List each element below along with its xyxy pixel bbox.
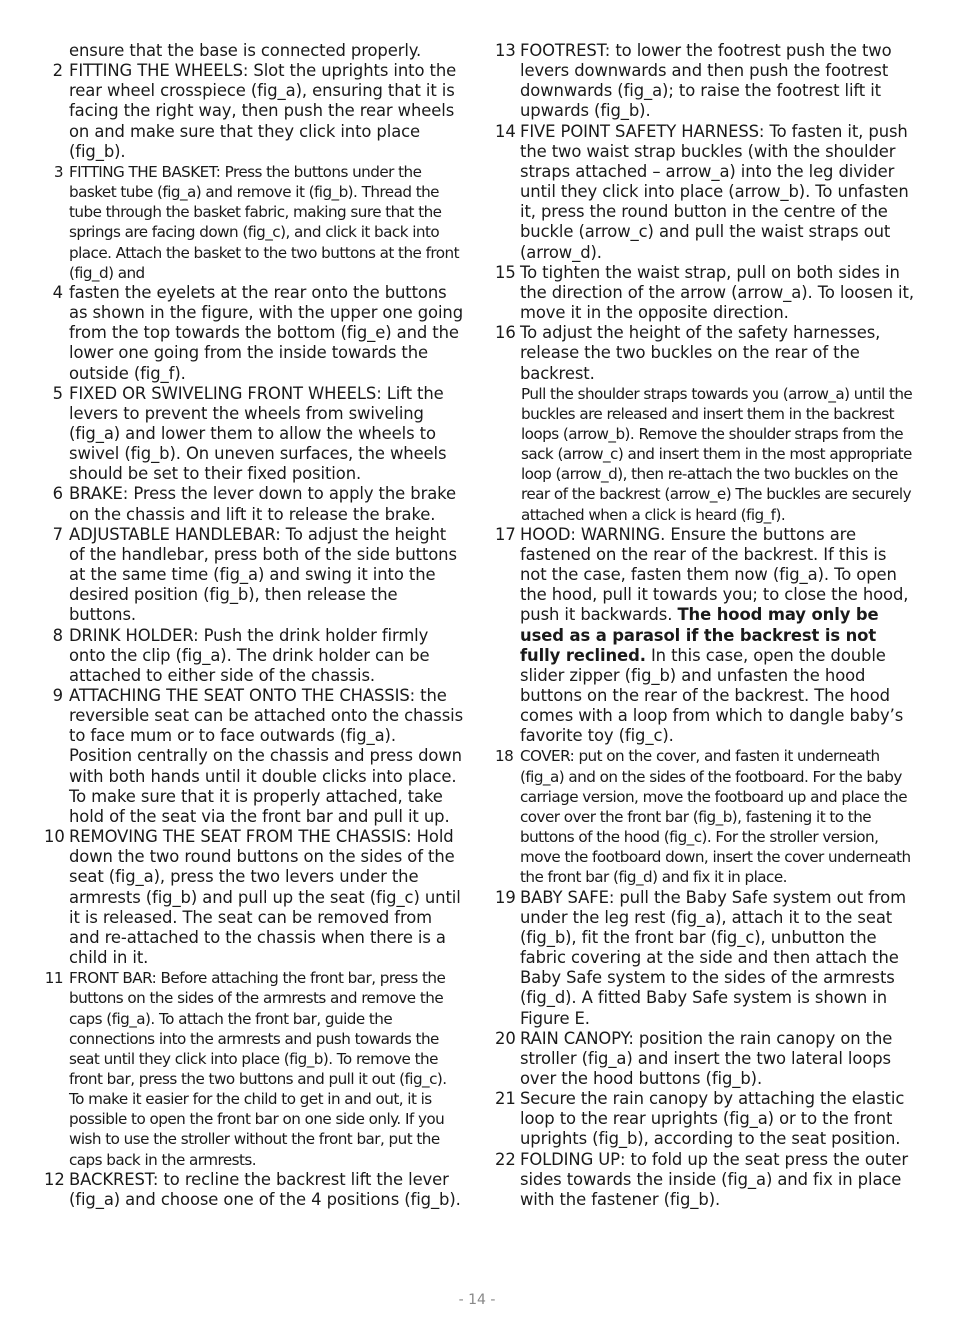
- item-text: fasten the eyelets at the rear onto the buttons as shown in the figure, with the upper one going from the top towards the bottom (fig_e) and the lower one going from the inside towards the outside (fig_f).: [69, 282, 464, 383]
- instruction-13: [495, 41, 915, 122]
- instruction-3: [44, 162, 464, 283]
- instruction-10: [44, 827, 464, 968]
- item-number: 22: [495, 1149, 516, 1169]
- item-text: FRONT BAR: Before attaching the front bar, press the buttons on the sides of the armrests and remove the caps (fig_a). To attach the front bar, guide the connections into the armrests and push towards the seat until they click into place (fig_b). To remove the front bar, press the two buttons and pull it out (fig_c). To make it easier for the child to get in and out, it is possible to open the front bar on one side only. If you wish to use the stroller without the front bar, put the caps back in the armrests.: [69, 969, 447, 1169]
- instruction-21: [495, 1089, 915, 1149]
- item-number: 10: [44, 827, 65, 847]
- instruction-9: [44, 686, 464, 827]
- item-number: 16: [495, 323, 516, 343]
- item-text: Secure the rain canopy by attaching the elastic loop to the rear uprights (fig_a) or to the front uprights (fig_b), according to the seat position.: [520, 1089, 905, 1149]
- instruction-11: [44, 968, 464, 1170]
- item-number: 15: [495, 262, 516, 282]
- instruction-16-continued: [495, 384, 915, 525]
- item-number: 9: [52, 686, 63, 705]
- instruction-1-continued: [44, 41, 464, 61]
- item-number: 12: [44, 1169, 65, 1189]
- page-number: - 14 -: [458, 1292, 496, 1308]
- item-text: ATTACHING THE SEAT ONTO THE CHASSIS: the reversible seat can be attached onto the chassis to face mum or to face outwards (fig_a). Position centrally on the chassis and press down with both hands until it double clicks into place. To make sure that it is properly attached, take hold of the seat via the front bar and pull it up.: [69, 686, 464, 826]
- instruction-18: [495, 746, 915, 887]
- item-text: REMOVING THE SEAT FROM THE CHASSIS: Hold down the two round buttons on the sides of the seat (fig_a), press the two levers under the armrests (fig_b) and pull up the seat (fig_c) until it is released. The seat can be removed from and re-attached to the chassis when there is a child in it.: [69, 827, 461, 968]
- item-text: BABY SAFE: pull the Baby Safe system out from under the leg rest (fig_a), attach it to the seat (fig_b), fit the front bar (fig_c), unbutton the fabric covering at the side and then attach the Baby Safe system to the sides of the armrests (fig_d). A fitted Baby Safe system is shown in Figure E.: [520, 887, 906, 1028]
- instruction-16: [495, 323, 915, 383]
- item-number: 2: [52, 61, 63, 81]
- item-text: FIXED OR SWIVELING FRONT WHEELS: Lift the levers to prevent the wheels from swiveling (fig_a) and lower them to allow the wheels to swivel (fig_b). On uneven surfaces, the wheels should be set to their fixed position.: [69, 383, 447, 484]
- instruction-14: [495, 122, 915, 263]
- item-text-before: HOOD: WARNING. Ensure the buttons are fastened on the rear of the backrest. If this is not the case, fasten them now (fig_a). To open the hood, pull it towards you; to close the hood, push it backwards.: [520, 524, 909, 625]
- item-number: 8: [52, 625, 63, 645]
- item-number: 7: [52, 524, 63, 544]
- item-text: To adjust the height of the safety harnesses, release the two buckles on the rear of the backrest.: [520, 323, 881, 383]
- instruction-19: [495, 888, 915, 1029]
- item-number: 14: [495, 121, 516, 141]
- item-text: BRAKE: Press the lever down to apply the brake on the chassis and lift it to release the brake.: [69, 484, 456, 524]
- item-text: DRINK HOLDER: Push the drink holder firmly onto the clip (fig_a). The drink holder can be attached to either side of the chassis.: [69, 625, 430, 685]
- item-text: FOLDING UP: to fold up the seat press the outer sides towards the inside (fig_a) and fix in place with the fastener (fig_b).: [520, 1149, 908, 1209]
- item-number: 4: [52, 282, 63, 302]
- item-text: BACKREST: to recline the backrest lift the lever (fig_a) and choose one of the 4 positions (fig_b).: [69, 1169, 461, 1209]
- item-number: 20: [495, 1028, 516, 1048]
- item-number: 3: [53, 162, 63, 181]
- item-number: 21: [495, 1089, 516, 1109]
- instruction-17: [495, 525, 915, 747]
- item-text: FITTING THE WHEELS: Slot the uprights into the rear wheel crosspiece (fig_a), ensuring that it is facing the right way, then push the rear wheels on and make sure that they click into place (fig_b).: [69, 61, 457, 161]
- item-text: COVER: put on the cover, and fasten it underneath (fig_a) and on the sides of the footboard. For the baby carriage version, move the footboard up and place the cover over the front bar (fig_b), fastening it to the buttons of the hood (fig_c). For the stroller version, move the footboard down, insert the cover underneath the front bar (fig_d) and fix it in place.: [520, 747, 911, 887]
- left-column: [44, 41, 464, 1210]
- item-number: 17: [495, 524, 516, 544]
- instruction-7: [44, 525, 464, 626]
- item-number: 5: [52, 383, 63, 403]
- instruction-12: [44, 1170, 464, 1210]
- item-text: ADJUSTABLE HANDLEBAR: To adjust the height of the handlebar, press both of the side buttons at the same time (fig_a) and swing it into the desired position (fig_b), then release the buttons.: [69, 524, 457, 625]
- item-number: 19: [495, 887, 516, 907]
- item-number: 6: [52, 484, 63, 504]
- item-text: FITTING THE BASKET: Press the buttons under the basket tube (fig_a) and remove it (fig_b). Thread the tube through the basket fabric, making sure that the springs are facing down (fig_c), and click it back into place. Attach the basket to the two buttons at the front (fig_d) and: [69, 162, 459, 282]
- item-text: RAIN CANOPY: position the rain canopy on the stroller (fig_a) and insert the two lateral loops over the hood buttons (fig_b).: [520, 1028, 893, 1088]
- item-text: To tighten the waist strap, pull on both sides in the direction of the arrow (arrow_a). To loosen it, move it in the opposite direction.: [520, 262, 914, 323]
- instruction-2: [44, 61, 464, 162]
- item-number: 18: [495, 747, 514, 766]
- right-column: [495, 41, 915, 1210]
- instruction-8: [44, 626, 464, 686]
- item-text: ensure that the base is connected properly.: [69, 41, 422, 60]
- instruction-20: [495, 1029, 915, 1089]
- item-number: 13: [495, 41, 516, 60]
- item-text-after: In this case, open the double slider zipper (fig_b) and unfasten the hood buttons on the rear of the backrest. The hood comes with a loop from which to dangle baby’s favorite toy (fig_c).: [520, 645, 904, 746]
- warning-bold-text: The hood may only be used as a parasol if the backrest is not fully reclined.: [520, 605, 879, 665]
- instruction-4: [44, 283, 464, 384]
- item-text: FOOTREST: to lower the footrest push the two levers downwards and then push the footrest downwards (fig_a); to raise the footrest lift it upwards (fig_b).: [520, 41, 892, 121]
- instruction-5: [44, 384, 464, 485]
- item-text: Pull the shoulder straps towards you (arrow_a) until the buckles are released and insert them in the backrest loops (arrow_b). Remove the shoulder straps from the sack (arrow_c) and insert them in the most appropriate loop (arrow_d), then re-attach the two buckles on the rear of the backrest (arrow_e) The buckles are securely attached when a click is heard (fig_f).: [521, 384, 913, 524]
- instruction-15: [495, 263, 915, 323]
- instruction-22: [495, 1150, 915, 1210]
- item-text: FIVE POINT SAFETY HARNESS: To fasten it, push the two waist strap buckles (with the shoulder straps attached – arrow_a) into the leg divider until they click into place (arrow_b). To unfasten it, press the round button in the centre of the buckle (arrow_c) and pull the waist straps out (arrow_d).: [520, 121, 909, 262]
- instruction-6: [44, 484, 464, 524]
- item-number: 11: [44, 969, 63, 988]
